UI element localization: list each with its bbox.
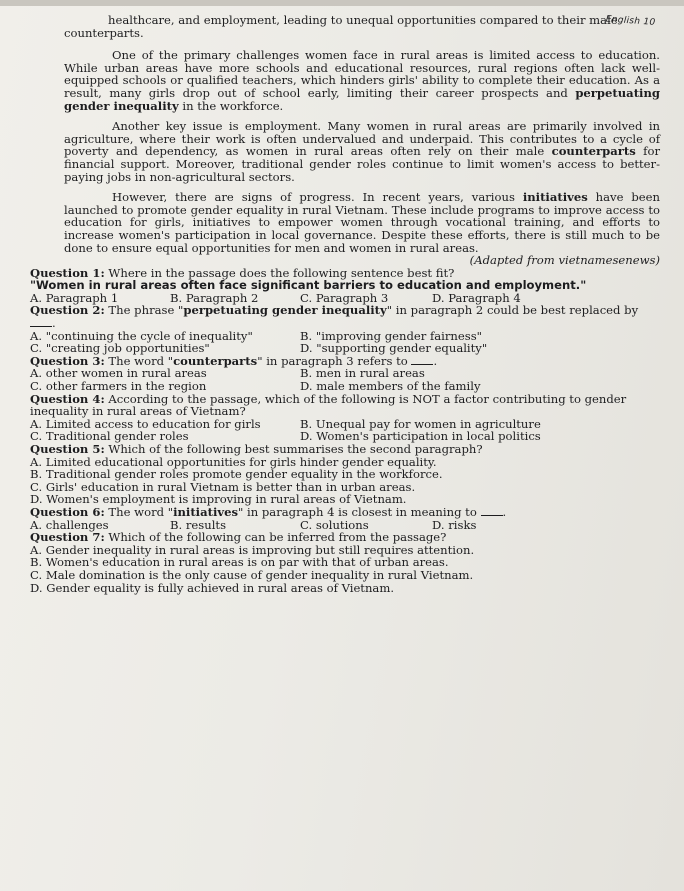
question-7-option-b[interactable]: B. Women's education in rural areas is on par with that of urban areas. (30, 555, 449, 570)
question-3-option-d[interactable]: D. male members of the family (300, 379, 481, 394)
paragraph-4 (20, 191, 660, 267)
paragraph-4-text: However, there are signs of progress. In recent years, various (112, 190, 523, 205)
question-4-option-d[interactable]: D. Women's participation in local politics (300, 429, 541, 444)
question-7 (20, 531, 660, 594)
question-7-options (30, 544, 660, 594)
question-5-option-d[interactable]: D. Women's employment is improving in rural areas of Vietnam. (30, 492, 407, 507)
question-2: Question 2: The phrase "perpetuating gender inequality" in paragraph 2 could be best replaced by . A. "continuing the cycle of inequality" B. "improving gender fairness" C. "creating job opportunities" D. "supporting gender equality" (20, 304, 660, 354)
paragraph-4-tail: have been launched to promote gender equality in rural Vietnam. These include programs to improve access to education for girls, initiatives to empower women through vocational training, and efforts to increase women's participation in local governance. Despite these efforts, there is still much to be done to ensure equal opportunities for men and women in rural areas. (64, 190, 660, 255)
intro-line-2: counterparts. (64, 25, 144, 40)
question-2-option-b[interactable]: B. "improving gender fairness" (300, 328, 482, 343)
question-7-option-a[interactable]: A. Gender inequality in rural areas is improving but still requires attention. (30, 542, 475, 557)
passage-source: (Adapted from vietnamesenews) (469, 253, 660, 268)
paragraph-3-text: Another key issue is employment. Many women in rural areas are primarily involved in agriculture, where their work is often undervalued and underpaid. This contributes to a cycle of poverty and dependency, as women in rural areas often rely on their male (64, 119, 660, 159)
question-6-option-b[interactable]: B. results (170, 517, 227, 532)
question-1-title: Question 1: (30, 265, 105, 280)
question-5-option-b[interactable]: B. Traditional gender roles promote gender equality in the workforce. (30, 467, 443, 482)
question-2-option-c[interactable]: C. "creating job opportunities" (30, 341, 210, 356)
question-1-quote: "Women in rural areas often face significant barriers to education and employment." (30, 278, 587, 293)
question-1-text: Where in the passage does the following sentence best fit? (104, 265, 455, 280)
intro-line-1: healthcare, and employment, leading to unequal opportunities compared to their male (108, 13, 618, 27)
page-top-edge (0, 0, 684, 6)
question-3-options (30, 367, 660, 392)
paragraph-3-tail: for financial support. Moreover, traditional gender roles continue to limit women's access to better-paying jobs in non-agricultural sectors. (64, 144, 660, 184)
question-5-option-c[interactable]: C. Girls' education in rural Vietnam is better than in urban areas. (30, 479, 416, 494)
question-6-title: Question 6: (30, 504, 105, 519)
question-3-option-a[interactable]: A. other women in rural areas (30, 366, 207, 381)
paragraph-2-tail: in the workforce. (178, 98, 284, 113)
answer-blank[interactable] (481, 506, 503, 516)
question-3: Question 3: The word "counterparts" in paragraph 3 refers to . A. other women in rural areas B. men in rural areas C. other farmers in the region D. male members of the family (20, 355, 660, 393)
question-2-title: Question 2: (30, 303, 105, 318)
passage-intro (20, 14, 660, 39)
answer-blank[interactable] (411, 355, 433, 365)
question-2-option-a[interactable]: A. "continuing the cycle of inequality" (30, 328, 253, 343)
paragraph-2 (20, 49, 660, 112)
question-4 (20, 393, 660, 443)
question-2-option-d[interactable]: D. "supporting gender equality" (300, 341, 488, 356)
question-4-text: According to the passage, which of the following is NOT a factor contributing to gender inequality in rural areas of Vietnam? (30, 391, 627, 419)
question-5-option-a[interactable]: A. Limited educational opportunities for girls hinder gender equality. (30, 454, 437, 469)
question-1-option-a[interactable]: A. Paragraph 1 (30, 290, 119, 305)
subject-header: English 10 (605, 14, 656, 28)
question-1 (20, 267, 660, 305)
question-4-option-c[interactable]: C. Traditional gender roles (30, 429, 189, 444)
question-5-title: Question 5: (30, 442, 105, 456)
question-1-option-c[interactable]: C. Paragraph 3 (300, 290, 389, 305)
question-5-options (30, 456, 660, 506)
question-3-option-b[interactable]: B. men in rural areas (300, 366, 425, 381)
question-6: Question 6: The word "initiatives" in paragraph 4 is closest in meaning to . A. challenges B. results C. solutions D. risks (20, 506, 660, 531)
question-6-option-a[interactable]: A. challenges (30, 517, 109, 532)
question-7-text: Which of the following can be inferred from the passage? (104, 530, 447, 545)
paragraph-3 (20, 120, 660, 183)
question-7-title: Question 7: (30, 530, 105, 545)
paragraph-4-bold: initiatives (522, 190, 588, 205)
question-1-option-d[interactable]: D. Paragraph 4 (432, 290, 521, 305)
question-4-option-a[interactable]: A. Limited access to education for girls (30, 416, 261, 431)
question-4-options (30, 418, 660, 443)
question-5 (20, 443, 660, 506)
question-2-options (30, 330, 660, 355)
paragraph-2-bold: perpetuating gender inequality (64, 85, 660, 113)
question-6-option-c[interactable]: C. solutions (300, 517, 369, 532)
question-1-option-b[interactable]: B. Paragraph 2 (170, 290, 259, 305)
question-7-option-c[interactable]: C. Male domination is the only cause of gender inequality in rural Vietnam. (30, 567, 474, 582)
question-3-option-c[interactable]: C. other farmers in the region (30, 379, 207, 394)
worksheet-content (20, 14, 660, 594)
answer-blank[interactable] (30, 317, 52, 327)
question-6-option-d[interactable]: D. risks (432, 517, 477, 532)
question-3-title: Question 3: (30, 353, 105, 368)
paragraph-3-bold: counterparts (551, 144, 636, 159)
question-5-text: Which of the following best summarises the second paragraph? (104, 442, 483, 456)
paragraph-2-text: One of the primary challenges women face in rural areas is limited access to education. While urban areas have more schools and educational resources, rural regions often lack well-equipped schools or qualified teachers, which hinders girls' ability to complete their education. As a result, many girls drop out of school early, limiting their career prospects and (64, 48, 660, 100)
question-4-title: Question 4: (30, 391, 105, 406)
question-4-option-b[interactable]: B. Unequal pay for women in agriculture (300, 416, 541, 431)
question-7-option-d[interactable]: D. Gender equality is fully achieved in rural areas of Vietnam. (30, 580, 395, 595)
